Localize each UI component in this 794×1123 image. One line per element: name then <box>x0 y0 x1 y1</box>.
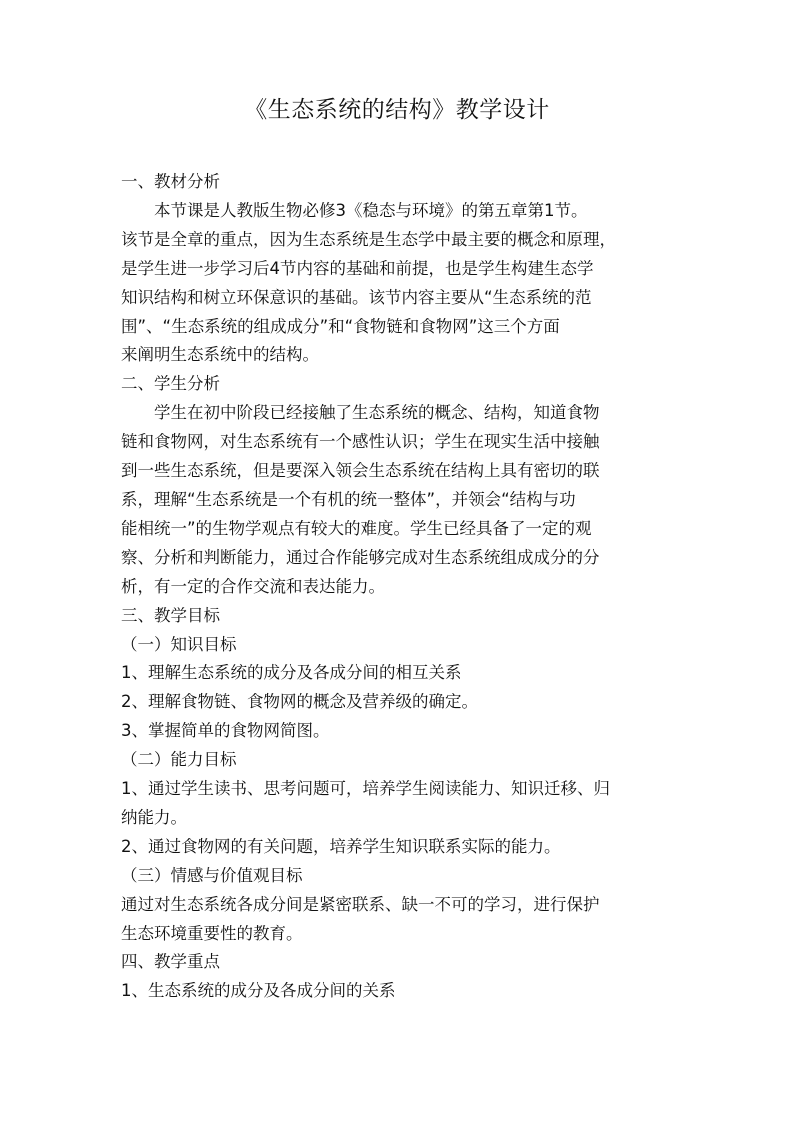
list-item: 3、掌握简单的食物网简图。 <box>121 721 330 741</box>
paragraph-line: 析，有一定的合作交流和表达能力。 <box>121 576 385 596</box>
section-heading: 一、教材分析 <box>121 172 220 191</box>
paragraph-line: 察、分析和判断能力，通过合作能够完成对生态系统组成成分的分 <box>121 547 600 567</box>
list-item: 1、理解生态系统的成分及各成分间的相互关系 <box>121 663 462 683</box>
list-item: 1、生态系统的成分及各成分间的关系 <box>121 981 396 1001</box>
list-item: 2、通过食物网的有关问题，培养学生知识联系实际的能力。 <box>121 836 561 856</box>
document-body <box>121 168 681 1006</box>
paragraph-line: 知识结构和树立环保意识的基础。该节内容主要从“生态系统的范 <box>121 287 592 307</box>
subsection-heading: （一）知识目标 <box>121 634 237 654</box>
paragraph-line: 系，理解“生态系统是一个有机的统一整体”，并领会“结构与功 <box>121 489 576 509</box>
paragraph-line: 学生在初中阶段已经接触了生态系统的概念、结构，知道食物 <box>154 403 600 423</box>
section-heading: 四、教学重点 <box>121 952 220 972</box>
section-heading: 二、学生分析 <box>121 374 220 394</box>
document-title: 《生态系统的结构》教学设计 <box>244 97 550 123</box>
subsection-heading: （二）能力目标 <box>121 750 237 770</box>
paragraph-line: 能相统一”的生物学观点有较大的难度。学生已经具备了一定的观 <box>121 518 592 538</box>
section-heading: 三、教学目标 <box>121 605 220 625</box>
paragraph-line: 围”、“生态系统的组成成分”和“食物链和食物网”这三个方面 <box>121 316 560 336</box>
paragraph-line: 本节课是人教版生物必修3《稳态与环境》的第五章第1节。 <box>154 200 588 220</box>
paragraph-line: 是学生进一步学习后4节内容的基础和前提，也是学生构建生态学 <box>121 258 594 278</box>
paragraph-line: 通过对生态系统各成分间是紧密联系、缺一不可的学习，进行保护 <box>121 894 600 914</box>
paragraph-line: 到一些生态系统，但是要深入领会生态系统在结构上具有密切的联 <box>121 461 600 481</box>
paragraph-line: 该节是全章的重点，因为生态系统是生态学中最主要的概念和原理， <box>121 229 616 249</box>
subsection-heading: （三）情感与价值观目标 <box>121 865 303 885</box>
list-item: 1、通过学生读书、思考问题可，培养学生阅读能力、知识迁移、归 <box>121 779 610 799</box>
list-item: 2、理解食物链、食物网的概念及营养级的确定。 <box>121 692 478 712</box>
paragraph-line: 来阐明生态系统中的结构。 <box>121 345 319 365</box>
list-item-continuation: 纳能力。 <box>121 807 187 827</box>
paragraph-line: 链和食物网，对生态系统有一个感性认识；学生在现实生活中接触 <box>121 432 600 452</box>
paragraph-line: 生态环境重要性的教育。 <box>121 923 303 943</box>
